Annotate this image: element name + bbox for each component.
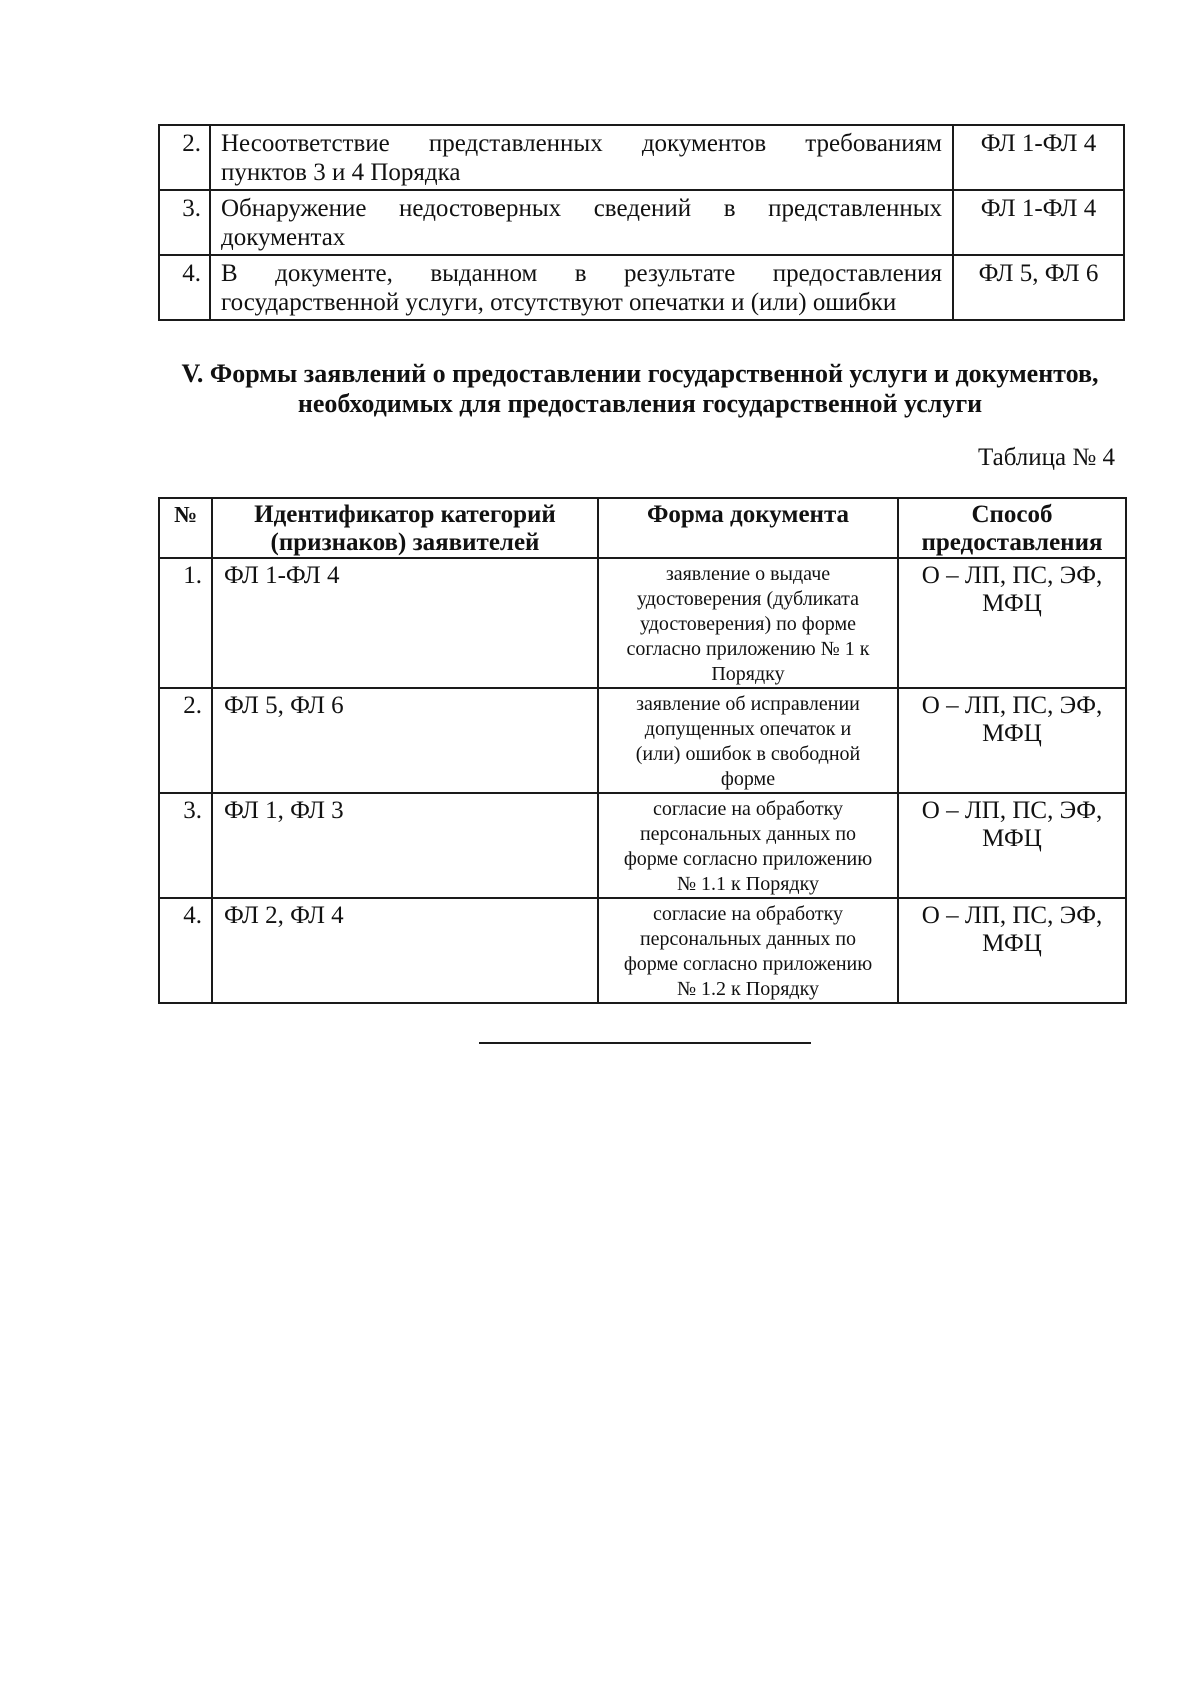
- end-divider: [479, 1042, 811, 1044]
- column-header-number: №: [159, 498, 212, 558]
- row-form-line: заявление о выдаче: [665, 563, 831, 585]
- row-form-line: заявление об исправлении: [636, 693, 860, 715]
- row-description-line: Несоответствие представленных документов требованиям: [221, 130, 942, 157]
- row-identifier: ФЛ 2, ФЛ 4: [212, 898, 598, 1003]
- column-header-line: предоставления: [921, 529, 1103, 556]
- row-form-line: № 1.1 к Порядку: [676, 873, 820, 895]
- row-number: 2.: [159, 688, 212, 793]
- row-form-line: персональных данных по: [639, 823, 857, 845]
- row-form: [598, 793, 898, 898]
- section-heading: [140, 359, 1140, 419]
- row-method-line: О – ЛП, ПС, ЭФ,: [921, 692, 1103, 719]
- column-header-line: Способ: [971, 501, 1053, 528]
- row-form-line: Порядку: [711, 663, 785, 685]
- column-header-line: Идентификатор категорий: [254, 501, 556, 528]
- table-caption: Таблица № 4: [977, 444, 1115, 471]
- row-method-line: МФЦ: [982, 590, 1042, 617]
- row-identifier: ФЛ 1-ФЛ 4: [212, 558, 598, 688]
- row-form-line: форме согласно приложению: [623, 953, 873, 975]
- table-row: [159, 898, 1126, 1003]
- row-form-line: форме согласно приложению: [623, 848, 873, 870]
- row-form-line: удостоверения (дубликата: [636, 588, 860, 610]
- row-method-line: О – ЛП, ПС, ЭФ,: [921, 562, 1103, 589]
- row-method-line: О – ЛП, ПС, ЭФ,: [921, 902, 1103, 929]
- row-description-line: пунктов 3 и 4 Порядка: [221, 159, 461, 186]
- row-form-line: № 1.2 к Порядку: [676, 978, 820, 1000]
- row-applicant-code: ФЛ 1-ФЛ 4: [953, 125, 1124, 190]
- row-method: [898, 688, 1126, 793]
- row-form-line: согласие на обработку: [652, 798, 844, 820]
- row-description: [210, 190, 953, 255]
- row-number: 3.: [159, 793, 212, 898]
- row-identifier: ФЛ 1, ФЛ 3: [212, 793, 598, 898]
- row-description: [210, 125, 953, 190]
- table-header-row: [159, 498, 1126, 558]
- row-description-line: государственной услуги, отсутствуют опечатки и (или) ошибки: [221, 289, 897, 316]
- row-number: 4.: [159, 255, 210, 320]
- row-form-line: согласно приложению № 1 к: [626, 638, 870, 660]
- row-form-line: форме: [720, 768, 776, 790]
- row-identifier: ФЛ 5, ФЛ 6: [212, 688, 598, 793]
- row-form-line: удостоверения) по форме: [639, 613, 856, 635]
- table-row: [159, 190, 1124, 255]
- section-heading-line: V. Формы заявлений о предоставлении государственной услуги и документов,: [181, 359, 1099, 388]
- row-method: [898, 558, 1126, 688]
- row-method-line: МФЦ: [982, 930, 1042, 957]
- row-description-line: документах: [221, 224, 346, 251]
- row-applicant-code: ФЛ 5, ФЛ 6: [953, 255, 1124, 320]
- table-row: [159, 688, 1126, 793]
- section-heading-line: необходимых для предоставления государственной услуги: [297, 389, 983, 418]
- row-number: 3.: [159, 190, 210, 255]
- row-form: [598, 688, 898, 793]
- row-applicant-code: ФЛ 1-ФЛ 4: [953, 190, 1124, 255]
- row-form-line: допущенных опечаток и: [644, 718, 852, 740]
- table-row: [159, 793, 1126, 898]
- forms-table: [158, 497, 1127, 1004]
- row-method: [898, 898, 1126, 1003]
- row-method-line: О – ЛП, ПС, ЭФ,: [921, 797, 1103, 824]
- row-form: [598, 898, 898, 1003]
- row-form-line: согласие на обработку: [652, 903, 844, 925]
- row-method-line: МФЦ: [982, 720, 1042, 747]
- column-header-identifier: [212, 498, 598, 558]
- row-number: 4.: [159, 898, 212, 1003]
- column-header-method: [898, 498, 1126, 558]
- row-description-line: В документе, выданном в результате предоставления: [221, 260, 942, 287]
- table-row: [159, 125, 1124, 190]
- row-form: [598, 558, 898, 688]
- row-method: [898, 793, 1126, 898]
- row-number: 1.: [159, 558, 212, 688]
- row-number: 2.: [159, 125, 210, 190]
- row-form-line: (или) ошибок в свободной: [635, 743, 861, 765]
- table-row: [159, 558, 1126, 688]
- table-row: [159, 255, 1124, 320]
- row-method-line: МФЦ: [982, 825, 1042, 852]
- row-form-line: персональных данных по: [639, 928, 857, 950]
- column-header-line: (признаков) заявителей: [270, 529, 540, 556]
- row-description-line: Обнаружение недостоверных сведений в представленных: [221, 195, 942, 222]
- grounds-table: [158, 124, 1125, 321]
- column-header-form: Форма документа: [598, 498, 898, 558]
- row-description: [210, 255, 953, 320]
